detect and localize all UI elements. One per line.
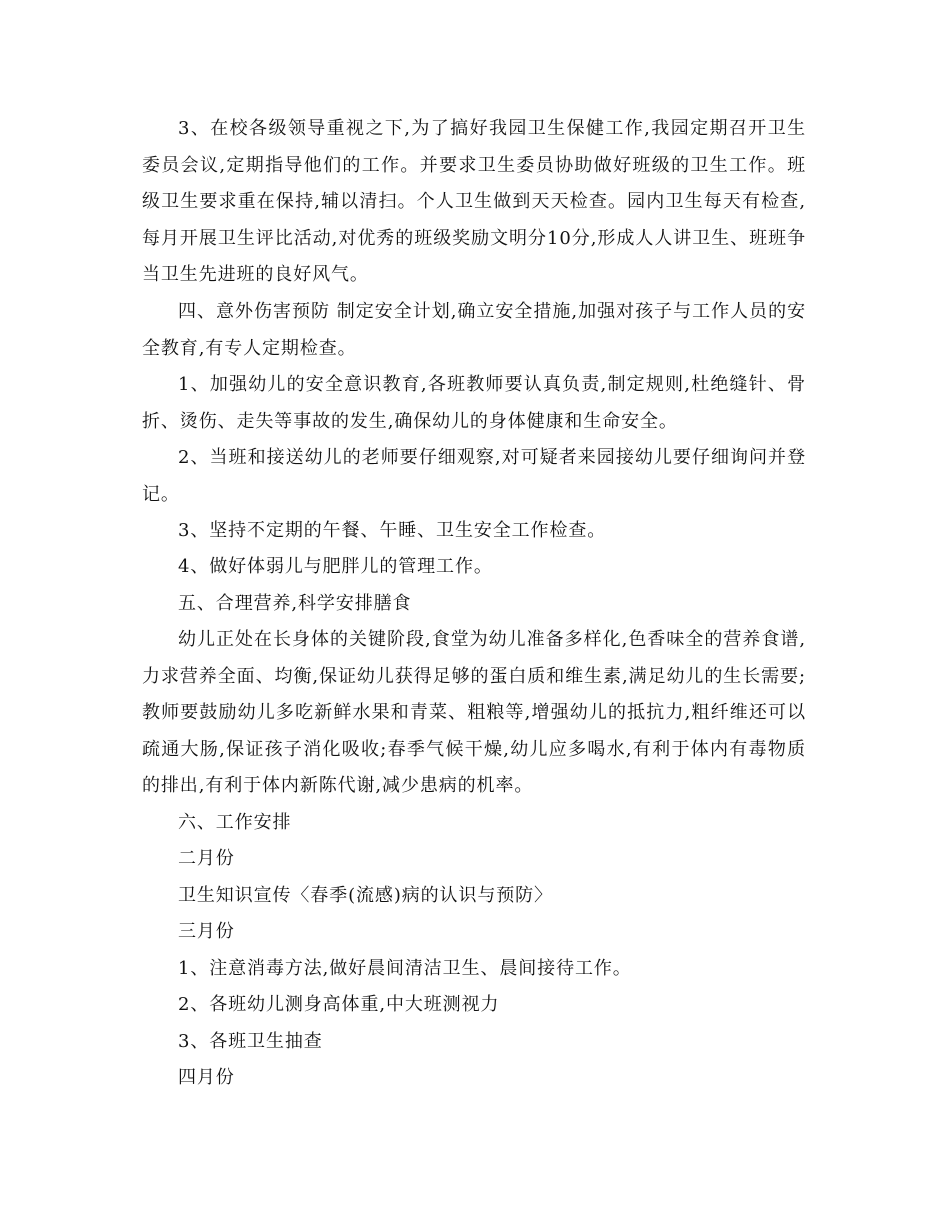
- paragraph-hygiene-committee: 3、在校各级领导重视之下,为了搞好我园卫生保健工作,我园定期召开卫生委员会议,定期指导他们的工作。并要求卫生委员协助做好班级的卫生工作。班级卫生要求重在保持,辅以清扫。个人卫生做到天天检查。园内卫生每天有检查,每月开展卫生评比活动,对优秀的班级奖励文明分10分,形成人人讲卫生、班班争当卫生先进班的良好风气。: [142, 118, 806, 285]
- list-item-inspection: 3、坚持不定期的午餐、午睡、卫生安全工作检查。: [178, 520, 607, 541]
- list-item-disinfection: 1、注意消毒方法,做好晨间清洁卫生、晨间接待工作。: [178, 958, 632, 979]
- heading-accident-prevention: 四、意外伤害预防 制定安全计划,确立安全措施,加强对孩子与工作人员的安全教育,有专人定期检查。: [142, 301, 806, 359]
- month-march: 三月份: [178, 921, 235, 942]
- heading-work-schedule: 六、工作安排: [178, 812, 292, 833]
- list-item-pickup-observation: 2、当班和接送幼儿的老师要仔细观察,对可疑者来园接幼儿要仔细询问并登记。: [142, 447, 806, 505]
- list-item-hygiene-publicity: 卫生知识宣传〈春季(流感)病的认识与预防〉: [178, 885, 553, 906]
- list-item-weak-obese-children: 4、做好体弱儿与肥胖儿的管理工作。: [178, 556, 493, 577]
- list-item-safety-education: 1、加强幼儿的安全意识教育,各班教师要认真负责,制定规则,杜绝缝针、骨折、烫伤、走失等事故的发生,确保幼儿的身体健康和生命安全。: [142, 374, 806, 432]
- list-item-spot-check: 3、各班卫生抽查: [178, 1031, 323, 1052]
- list-item-height-weight: 2、各班幼儿测身高体重,中大班测视力: [178, 994, 500, 1015]
- month-february: 二月份: [178, 848, 235, 869]
- heading-nutrition: 五、合理营养,科学安排膳食: [178, 593, 412, 614]
- paragraph-nutrition: 幼儿正处在长身体的关键阶段,食堂为幼儿准备多样化,色香味全的营养食谱,力求营养全面、均衡,保证幼儿获得足够的蛋白质和维生素,满足幼儿的生长需要;教师要鼓励幼儿多吃新鲜水果和青菜、粗粮等,增强幼儿的抵抗力,粗纤维还可以疏通大肠,保证孩子消化吸收;春季气候干燥,幼儿应多喝水,有利于体内有毒物质的排出,有利于体内新陈代谢,减少患病的机率。: [142, 629, 806, 796]
- month-april: 四月份: [178, 1067, 235, 1088]
